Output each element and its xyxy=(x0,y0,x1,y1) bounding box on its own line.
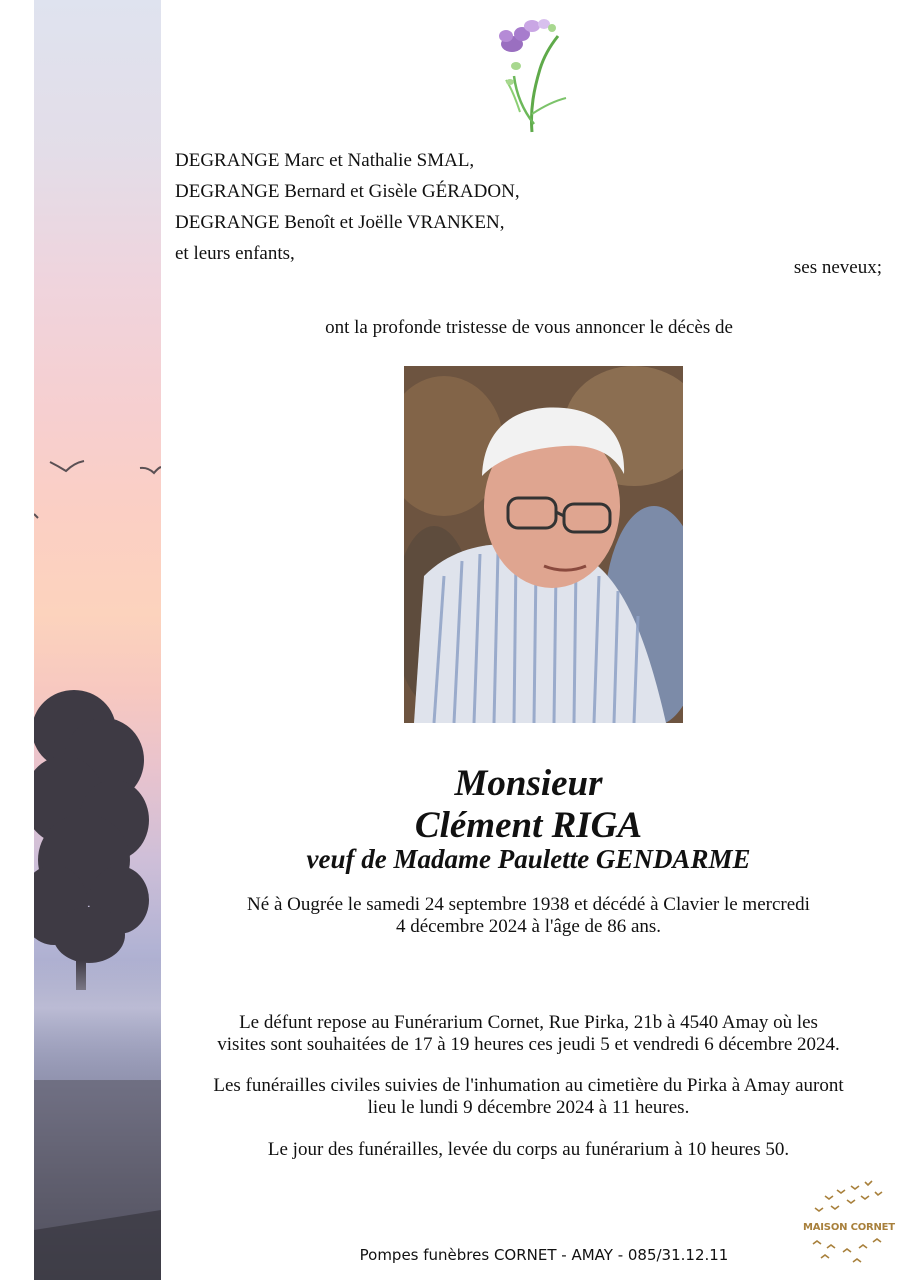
decorative-side-strip xyxy=(34,0,161,1280)
family-line: et leurs enfants, xyxy=(175,243,295,264)
maison-cornet-logo xyxy=(803,1178,895,1268)
funeral-line: lieu le lundi 9 décembre 2024 à 11 heures. xyxy=(367,1097,690,1118)
funeral-line: Les funérailles civiles suivies de l'inhumation au cimetière du Pirka à Amay auront xyxy=(213,1075,844,1096)
freesia-flower-icon xyxy=(492,14,572,136)
family-line: DEGRANGE Bernard et Gisèle GÉRADON, xyxy=(175,181,520,202)
deceased-portrait-photo xyxy=(404,366,683,723)
tree-silhouette xyxy=(34,690,149,990)
sunset-landscape-illustration xyxy=(34,0,161,1280)
family-relation: ses neveux; xyxy=(793,257,882,278)
family-line: DEGRANGE Marc et Nathalie SMAL, xyxy=(175,150,475,171)
logo-text: MAISON CORNET xyxy=(803,1222,895,1233)
deceased-title: Monsieur xyxy=(454,763,603,804)
deceased-spouse: veuf de Madame Paulette GENDARME xyxy=(306,844,751,874)
bird-icon xyxy=(34,514,38,518)
visitation-line: Le défunt repose au Funérarium Cornet, Rue Pirka, 21b à 4540 Amay où les xyxy=(239,1012,818,1033)
announcement-text: ont la profonde tristesse de vous annoncer le décès de xyxy=(325,317,733,338)
bird-icon xyxy=(140,467,161,473)
birth-death-line: Né à Ougrée le samedi 24 septembre 1938 et décédé à Clavier le mercredi xyxy=(247,894,810,915)
funeral-home-footer: Pompes funèbres CORNET - AMAY - 085/31.12.11 xyxy=(359,1246,729,1264)
birth-death-line: 4 décembre 2024 à l'âge de 86 ans. xyxy=(395,916,662,937)
family-line: DEGRANGE Benoît et Joëlle VRANKEN, xyxy=(175,212,505,233)
removal-line: Le jour des funérailles, levée du corps au funérarium à 10 heures 50. xyxy=(267,1139,790,1160)
bird-icon xyxy=(50,461,84,471)
deceased-name: Clément RIGA xyxy=(414,805,643,846)
visitation-line: visites sont souhaitées de 17 à 19 heures ces jeudi 5 et vendredi 6 décembre 2024. xyxy=(217,1034,840,1055)
